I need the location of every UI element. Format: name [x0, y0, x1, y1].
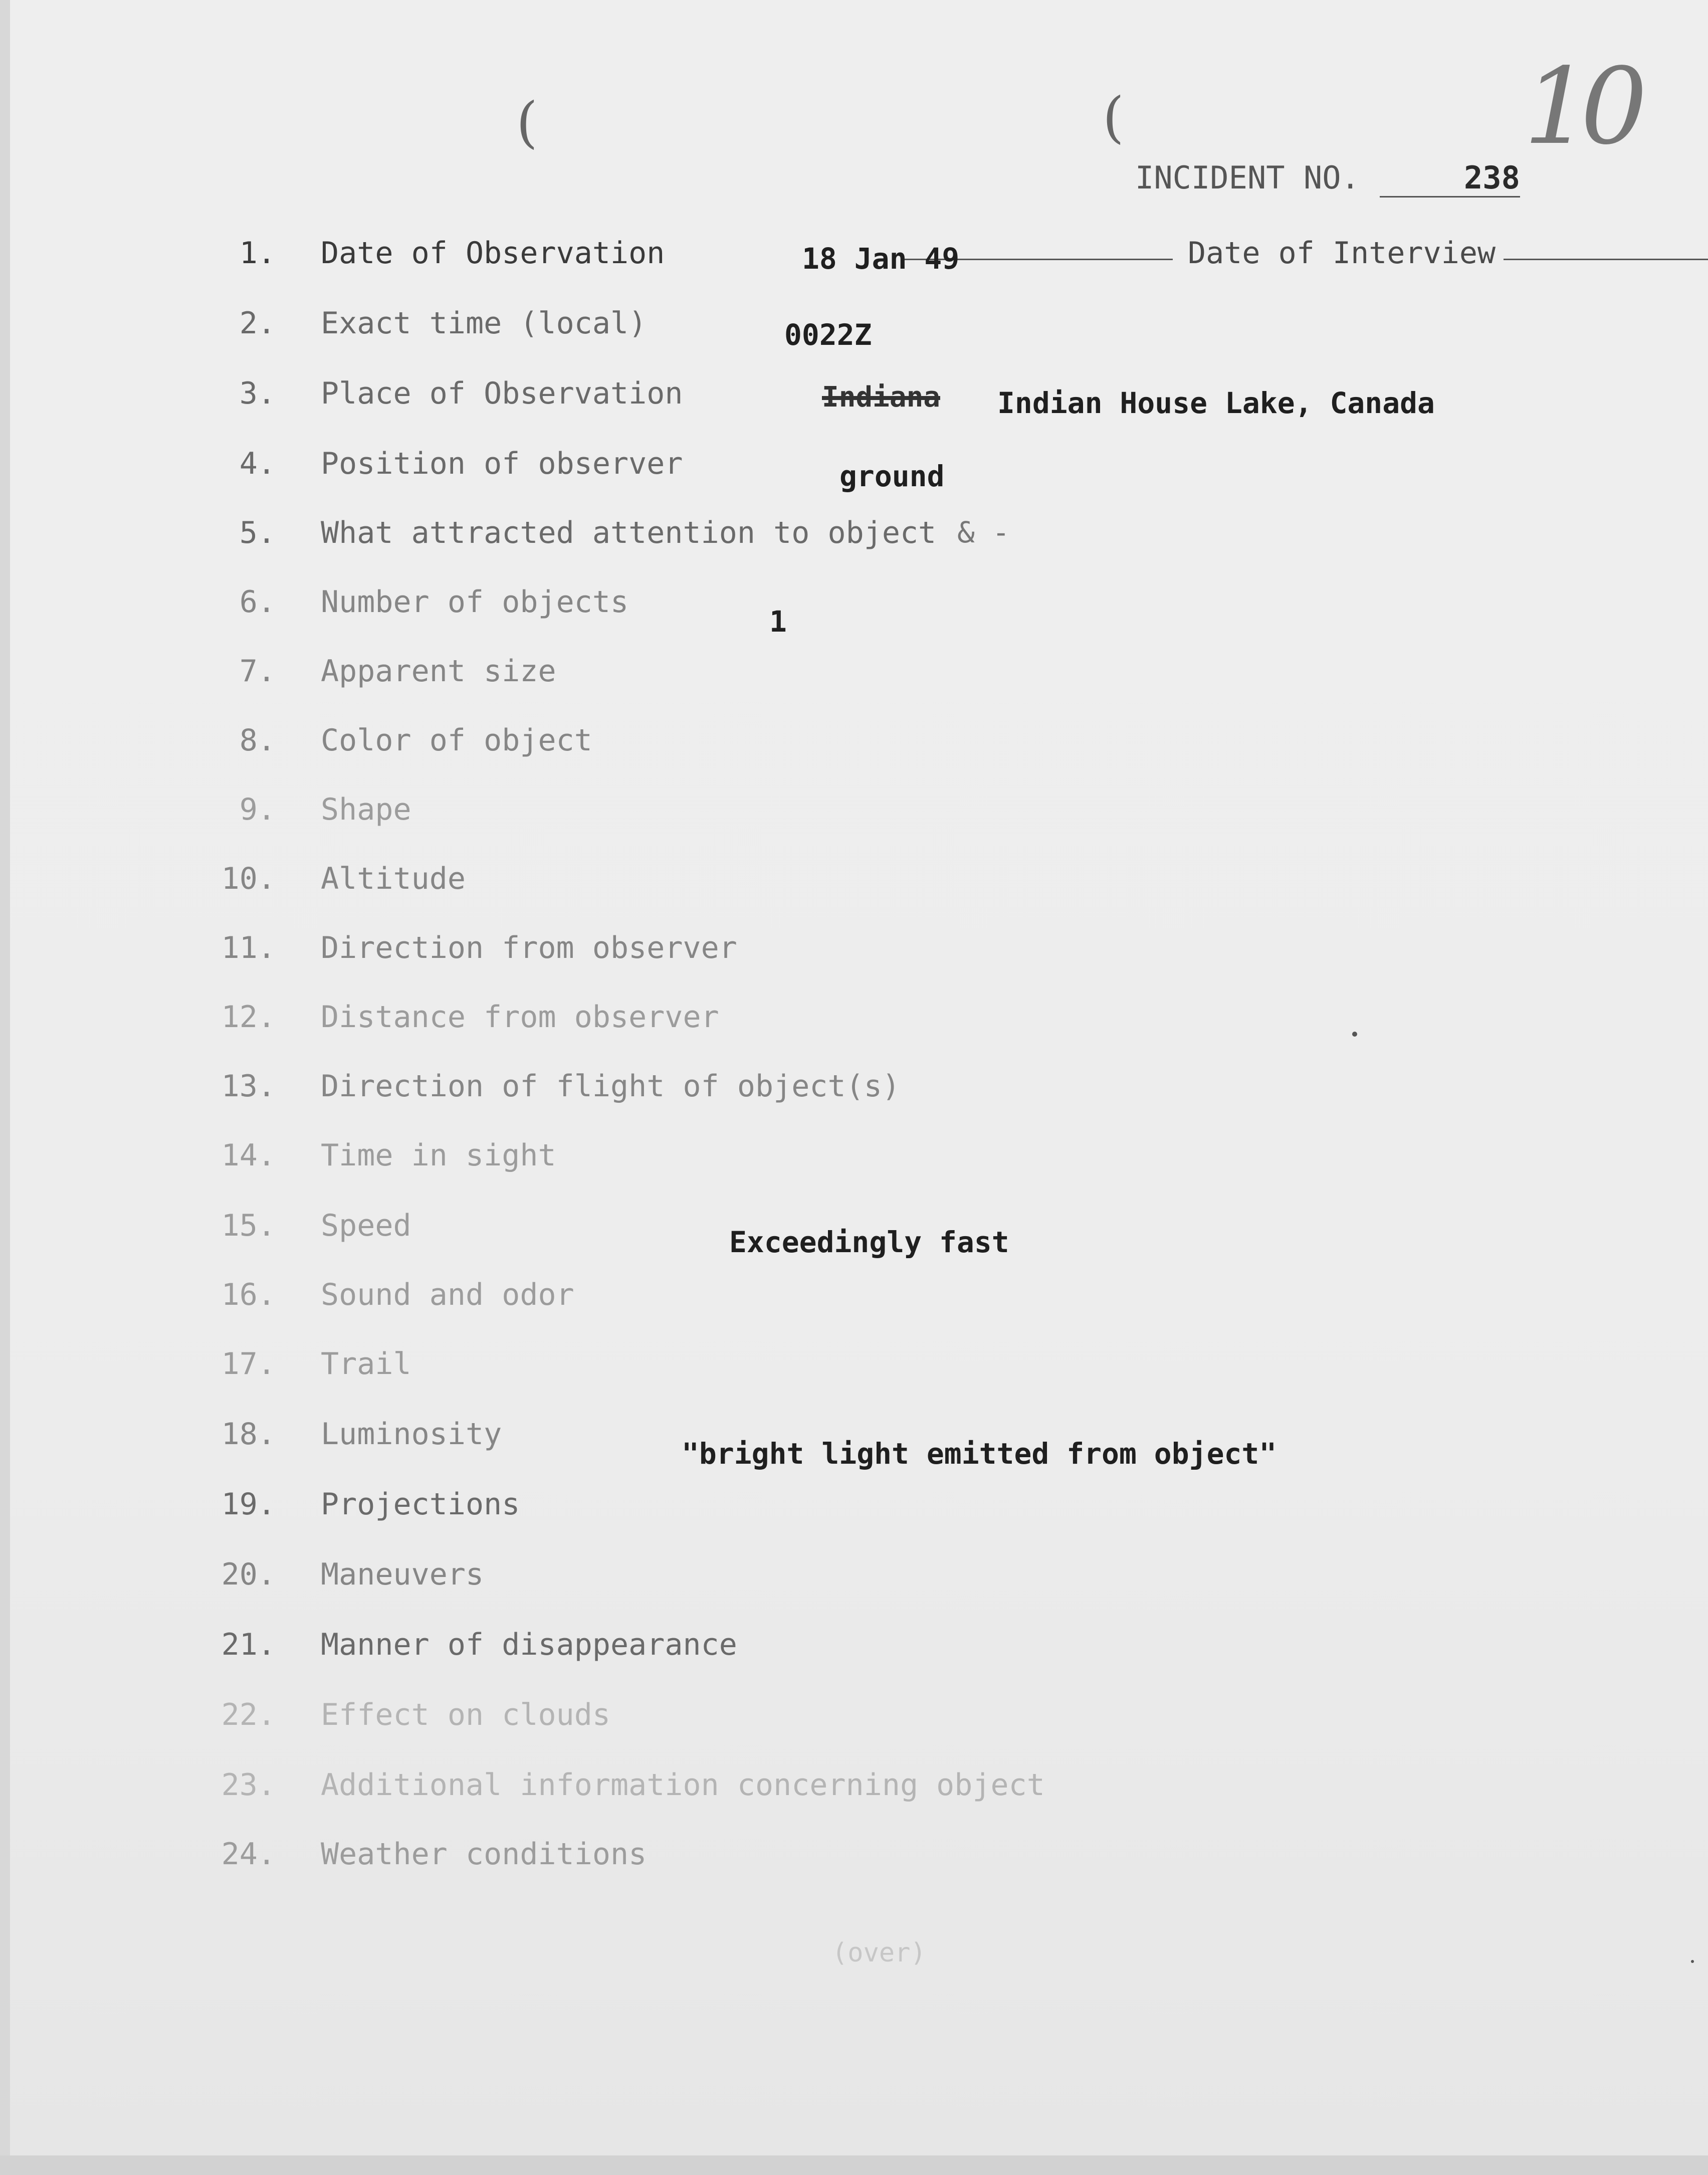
item-number: 23.: [221, 1767, 276, 1803]
item-number: 22.: [221, 1697, 276, 1732]
item-label: Color of object: [321, 723, 592, 758]
item-answer: Indian House Lake, Canada: [997, 386, 1435, 420]
item-number: 21.: [221, 1627, 276, 1662]
item-label: Luminosity: [321, 1417, 502, 1452]
handwritten-page-number: 10: [1524, 45, 1638, 168]
incident-value: 238: [1380, 159, 1520, 197]
item-number: 6.: [239, 584, 276, 620]
interview-underline: [1504, 259, 1708, 260]
incident-label: INCIDENT NO.: [1135, 159, 1360, 196]
item-label: Position of observer: [321, 446, 683, 481]
item-number: 7.: [239, 654, 276, 689]
item-number: 16.: [221, 1277, 276, 1312]
item-label: Trail: [321, 1346, 411, 1381]
item-number: 10.: [221, 861, 276, 896]
page-left-edge: [0, 0, 10, 2175]
item-number: 15.: [221, 1208, 276, 1243]
item-label: Apparent size: [321, 654, 556, 689]
item-number: 5.: [239, 515, 276, 550]
item-label: Shape: [321, 792, 411, 827]
item-label: Time in sight: [321, 1138, 556, 1173]
item-label: Number of objects: [321, 584, 629, 620]
item-answer: "bright light emitted from object": [682, 1437, 1277, 1471]
item-label: Effect on clouds: [321, 1697, 610, 1732]
ink-speck: [1691, 1960, 1694, 1963]
item-answer: Exceedingly fast: [729, 1225, 1009, 1259]
item-number: 14.: [221, 1138, 276, 1173]
page-footer-over: (over): [832, 1938, 926, 1968]
ink-speck: [1352, 1032, 1357, 1037]
item-label: Direction of flight of object(s): [321, 1069, 900, 1104]
item-number: 3.: [239, 376, 276, 411]
item-number: 2.: [239, 306, 276, 341]
item-label: Date of Observation: [321, 236, 665, 271]
item-label: Exact time (local): [321, 306, 647, 341]
paren-mark-left: (: [516, 90, 538, 154]
struck-out-text: Indiana: [822, 381, 941, 414]
paren-mark-right: (: [1103, 85, 1124, 149]
date-of-interview-label: Date of Interview: [1188, 236, 1496, 271]
item-number: 12.: [221, 1000, 276, 1035]
page-bottom-edge: [0, 2155, 1708, 2175]
item-label: Manner of disappearance: [321, 1627, 737, 1662]
item-answer: & -: [957, 515, 1010, 549]
item-number: 13.: [221, 1069, 276, 1104]
item-label: What attracted attention to object: [321, 515, 937, 550]
item-answer: 18 Jan 49: [802, 242, 960, 276]
incident-number: [1135, 159, 1520, 197]
item-label: Distance from observer: [321, 1000, 719, 1035]
item-label: Maneuvers: [321, 1557, 484, 1592]
item-answer: 0022Z: [784, 318, 872, 352]
item-number: 8.: [239, 723, 276, 758]
item-number: 11.: [221, 930, 276, 965]
item-label: Additional information concerning object: [321, 1767, 1045, 1803]
item-label: Speed: [321, 1208, 411, 1243]
item-number: 17.: [221, 1346, 276, 1381]
item-label: Place of Observation: [321, 376, 683, 411]
item-label: Projections: [321, 1487, 520, 1522]
item-label: Weather conditions: [321, 1837, 647, 1872]
item-number: 20.: [221, 1557, 276, 1592]
item-number: 4.: [239, 446, 276, 481]
item-answer: ground: [839, 459, 945, 493]
item-label: Direction from observer: [321, 930, 737, 965]
item-number: 18.: [221, 1417, 276, 1452]
item-number: 9.: [239, 792, 276, 827]
item-number: 1.: [239, 236, 276, 271]
item-label: Altitude: [321, 861, 466, 896]
item-number: 19.: [221, 1487, 276, 1522]
item-label: Sound and odor: [321, 1277, 574, 1312]
item-number: 24.: [221, 1837, 276, 1872]
item-answer: 1: [769, 605, 787, 639]
